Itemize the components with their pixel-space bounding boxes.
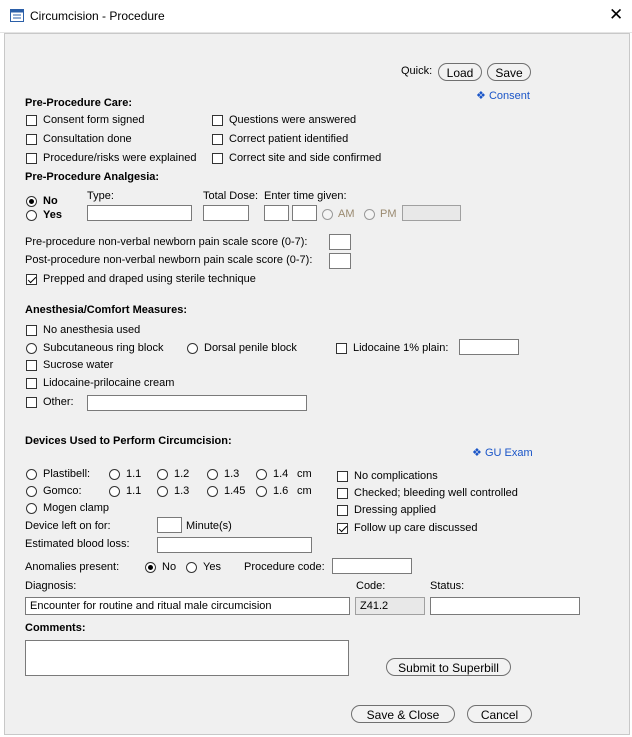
save-close-button[interactable]: Save & Close [351, 705, 455, 723]
window-title: Circumcision - Procedure [30, 9, 165, 23]
analgesia-heading: Pre-Procedure Analgesia: [25, 171, 160, 183]
anomalies-yes-radio[interactable] [186, 562, 197, 573]
time-minute-input[interactable] [292, 205, 317, 221]
anomalies-label: Anomalies present: [25, 561, 120, 573]
consultation-done-checkbox[interactable] [26, 134, 37, 145]
analgesia-type-input[interactable] [87, 205, 192, 221]
pm-label: PM [380, 208, 397, 220]
ring-block-radio[interactable] [26, 343, 37, 354]
consent-link[interactable] [476, 89, 530, 102]
blood-loss-label: Estimated blood loss: [25, 538, 130, 550]
minutes-label: Minute(s) [186, 520, 232, 532]
procedure-code-label: Procedure code: [244, 561, 325, 573]
gomco-size-radio[interactable] [207, 486, 218, 497]
gomco-size-label: 1.45 [224, 485, 246, 497]
pre-pain-score-input[interactable] [329, 234, 351, 250]
cream-label: Lidocaine-prilocaine cream [43, 377, 175, 389]
comments-textarea[interactable] [25, 640, 349, 676]
no-complications-checkbox[interactable] [337, 471, 348, 482]
plastibell-label: Plastibell: [43, 468, 91, 480]
lidocaine-label: Lidocaine 1% plain: [353, 342, 449, 354]
other-anesthesia-label: Other: [43, 396, 74, 408]
analgesia-no-radio[interactable] [26, 196, 37, 207]
consent-link-label: Consent [488, 90, 530, 102]
device-left-on-input[interactable] [157, 517, 182, 533]
other-anesthesia-input[interactable] [87, 395, 307, 411]
plastibell-size-label: 1.4 [273, 468, 289, 480]
diagnosis-code-label: Code: [356, 580, 386, 592]
other-anesthesia-checkbox[interactable] [26, 397, 37, 408]
lidocaine-checkbox[interactable] [336, 343, 347, 354]
no-anesthesia-label: No anesthesia used [43, 324, 141, 336]
dressing-applied-label: Dressing applied [354, 504, 436, 516]
plastibell-size-radio[interactable] [157, 469, 168, 480]
plastibell-radio[interactable] [26, 469, 37, 480]
title-bar [0, 0, 632, 33]
gu-exam-link[interactable] [472, 446, 533, 459]
correct-site-checkbox[interactable] [212, 153, 223, 164]
follow-up-checkbox[interactable] [337, 523, 348, 534]
gomco-size-radio[interactable] [157, 486, 168, 497]
gomco-size-label: 1.3 [174, 485, 190, 497]
no-complications-label: No complications [354, 470, 438, 482]
dorsal-block-label: Dorsal penile block [204, 342, 297, 354]
gomco-radio[interactable] [26, 486, 37, 497]
plastibell-size-label: 1.2 [174, 468, 190, 480]
diagnosis-input[interactable]: Encounter for routine and ritual male circumcision [25, 597, 350, 615]
am-label: AM [338, 208, 355, 220]
anomalies-no-radio[interactable] [145, 562, 156, 573]
plastibell-size-label: 1.1 [126, 468, 142, 480]
type-label: Type: [87, 190, 114, 202]
mogen-radio[interactable] [26, 503, 37, 514]
risks-explained-label: Procedure/risks were explained [43, 152, 197, 164]
gomco-size-label: 1.6 [273, 485, 289, 497]
gomco-size-label: 1.1 [126, 485, 142, 497]
gomco-size-radio[interactable] [109, 486, 120, 497]
analgesia-no-label: No [43, 195, 58, 207]
analgesia-yes-radio[interactable] [26, 210, 37, 221]
correct-patient-checkbox[interactable] [212, 134, 223, 145]
gu-exam-link-label: GU Exam [484, 447, 533, 459]
pre-care-heading: Pre-Procedure Care: [25, 97, 132, 109]
consultation-done-label: Consultation done [43, 133, 132, 145]
total-dose-input[interactable] [203, 205, 249, 221]
device-left-on-label: Device left on for: [25, 520, 111, 532]
bleeding-controlled-checkbox[interactable] [337, 488, 348, 499]
plastibell-unit: cm [297, 468, 312, 480]
am-radio[interactable] [322, 209, 333, 220]
post-pain-score-input[interactable] [329, 253, 351, 269]
consent-signed-label: Consent form signed [43, 114, 145, 126]
link-icon: ❖ [476, 90, 486, 102]
questions-answered-checkbox[interactable] [212, 115, 223, 126]
status-label: Status: [430, 580, 465, 592]
quick-save-button[interactable]: Save [487, 63, 531, 81]
total-dose-label: Total Dose: [203, 190, 259, 202]
anomalies-yes-label: Yes [203, 561, 221, 573]
dorsal-block-radio[interactable] [187, 343, 198, 354]
plastibell-size-radio[interactable] [109, 469, 120, 480]
bleeding-controlled-label: Checked; bleeding well controlled [354, 487, 518, 499]
cream-checkbox[interactable] [26, 378, 37, 389]
plastibell-size-radio[interactable] [207, 469, 218, 480]
sucrose-label: Sucrose water [43, 359, 114, 371]
time-hour-input[interactable] [264, 205, 289, 221]
comments-heading: Comments: [25, 622, 86, 634]
blood-loss-input[interactable] [157, 537, 312, 553]
ring-block-label: Subcutaneous ring block [43, 342, 164, 354]
sucrose-checkbox[interactable] [26, 360, 37, 371]
devices-heading: Devices Used to Perform Circumcision: [25, 435, 232, 447]
time-given-label: Enter time given: [264, 190, 347, 202]
anesthesia-heading: Anesthesia/Comfort Measures: [25, 304, 187, 316]
risks-explained-checkbox[interactable] [26, 153, 37, 164]
analgesia-yes-label: Yes [43, 209, 62, 221]
gomco-unit: cm [297, 485, 312, 497]
gomco-size-radio[interactable] [256, 486, 267, 497]
quick-label: Quick: [401, 65, 433, 77]
post-pain-score-label: Post-procedure non-verbal newborn pain scale score (0-7): [25, 254, 313, 266]
dressing-applied-checkbox[interactable] [337, 505, 348, 516]
form-window-icon [10, 9, 24, 22]
pre-pain-score-label: Pre-procedure non-verbal newborn pain scale score (0-7): [25, 236, 308, 248]
status-input[interactable] [430, 597, 580, 615]
quick-load-button[interactable]: Load [438, 63, 482, 81]
questions-answered-label: Questions were answered [229, 114, 357, 126]
diagnosis-label: Diagnosis: [25, 580, 77, 592]
pm-radio[interactable] [364, 209, 375, 220]
no-anesthesia-checkbox[interactable] [26, 325, 37, 336]
cancel-button[interactable]: Cancel [467, 705, 532, 723]
follow-up-label: Follow up care discussed [354, 522, 478, 534]
correct-patient-label: Correct patient identified [229, 133, 349, 145]
prepped-draped-checkbox[interactable] [26, 274, 37, 285]
procedure-code-input[interactable] [332, 558, 412, 574]
correct-site-label: Correct site and side confirmed [229, 152, 382, 164]
anomalies-no-label: No [162, 561, 177, 573]
diagnosis-code-field: Z41.2 [355, 597, 425, 615]
time-display-field [402, 205, 461, 221]
close-icon[interactable]: ✕ [609, 5, 624, 24]
consent-signed-checkbox[interactable] [26, 115, 37, 126]
gomco-label: Gomco: [43, 485, 82, 497]
prepped-draped-label: Prepped and draped using sterile technique [43, 273, 256, 285]
mogen-label: Mogen clamp [43, 502, 110, 514]
link-icon: ❖ [472, 447, 482, 459]
lidocaine-input[interactable] [459, 339, 519, 355]
plastibell-size-radio[interactable] [256, 469, 267, 480]
submit-superbill-button[interactable]: Submit to Superbill [386, 658, 511, 676]
plastibell-size-label: 1.3 [224, 468, 240, 480]
